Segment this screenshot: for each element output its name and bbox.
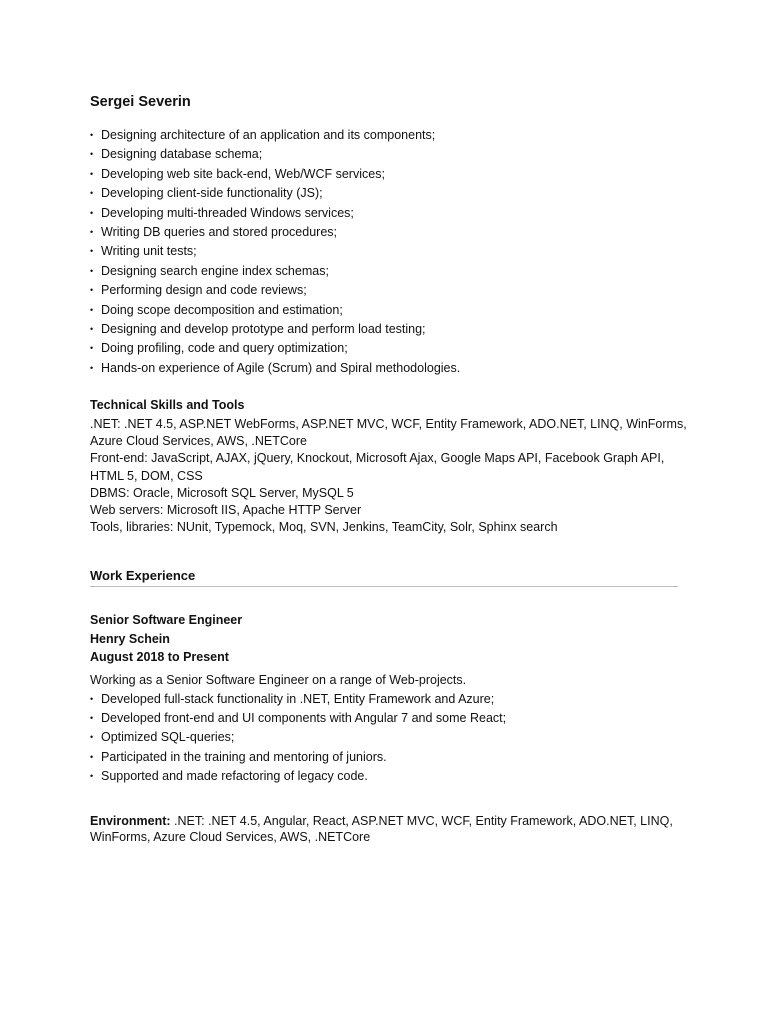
list-item: • Hands-on experience of Agile (Scrum) and Spiral methodologies. bbox=[90, 359, 460, 378]
list-item: • Designing and develop prototype and perform load testing; bbox=[90, 320, 460, 339]
list-item: • Developed front-end and UI components with Angular 7 and some React; bbox=[90, 709, 690, 728]
skills-line: Tools, libraries: NUnit, Typemock, Moq, SVN, Jenkins, TeamCity, Solr, Sphinx search bbox=[90, 520, 558, 535]
responsibilities-list bbox=[90, 126, 460, 378]
list-item: • Developing multi-threaded Windows services; bbox=[90, 204, 460, 223]
job-period: August 2018 to Present bbox=[90, 650, 229, 664]
list-item: • Writing unit tests; bbox=[90, 242, 460, 261]
list-item: • Participated in the training and mentoring of juniors. bbox=[90, 748, 690, 767]
list-item: • Designing search engine index schemas; bbox=[90, 262, 460, 281]
work-experience-heading: Work Experience bbox=[90, 568, 196, 583]
list-item: • Optimized SQL-queries; bbox=[90, 728, 690, 747]
skills-line: .NET: .NET 4.5, ASP.NET WebForms, ASP.NET MVC, WCF, Entity Framework, ADO.NET, LINQ, WinForms, Azure Cloud Services, AWS, .NETCore bbox=[90, 417, 687, 449]
skills-heading: Technical Skills and Tools bbox=[90, 398, 245, 412]
list-item: • Developed full-stack functionality in .NET, Entity Framework and Azure; bbox=[90, 690, 690, 709]
skills-line: DBMS: Oracle, Microsoft SQL Server, MySQL 5 bbox=[90, 485, 354, 500]
environment-label: Environment: bbox=[90, 814, 171, 828]
job-summary: Working as a Senior Software Engineer on a range of Web-projects. bbox=[90, 672, 467, 687]
job-environment bbox=[90, 813, 690, 845]
skills-section bbox=[90, 416, 690, 536]
job-achievements-list bbox=[90, 690, 690, 787]
list-item: • Performing design and code reviews; bbox=[90, 281, 460, 300]
list-item: • Designing database schema; bbox=[90, 145, 460, 164]
candidate-name: Sergei Severin bbox=[90, 94, 191, 110]
skills-line: Web servers: Microsoft IIS, Apache HTTP Server bbox=[90, 503, 362, 518]
job-position: Senior Software Engineer bbox=[90, 613, 243, 627]
list-item: • Developing web site back-end, Web/WCF services; bbox=[90, 165, 460, 184]
job-company: Henry Schein bbox=[90, 631, 170, 646]
skills-line: Front-end: JavaScript, AJAX, jQuery, Knockout, Microsoft Ajax, Google Maps API, Facebook Graph API, HTML 5, DOM, CSS bbox=[90, 451, 665, 483]
list-item: • Supported and made refactoring of legacy code. bbox=[90, 767, 690, 786]
job-entry bbox=[90, 611, 690, 787]
section-divider bbox=[90, 586, 678, 587]
list-item: • Developing client-side functionality (JS); bbox=[90, 184, 460, 203]
list-item: • Doing scope decomposition and estimation; bbox=[90, 301, 460, 320]
list-item: • Writing DB queries and stored procedures; bbox=[90, 223, 460, 242]
list-item: • Designing architecture of an application and its components; bbox=[90, 126, 460, 145]
environment-text: .NET: .NET 4.5, Angular, React, ASP.NET MVC, WCF, Entity Framework, ADO.NET, LINQ, WinForms, Azure Cloud Services, AWS, .NETCore bbox=[90, 814, 673, 844]
list-item: • Doing profiling, code and query optimization; bbox=[90, 339, 460, 358]
